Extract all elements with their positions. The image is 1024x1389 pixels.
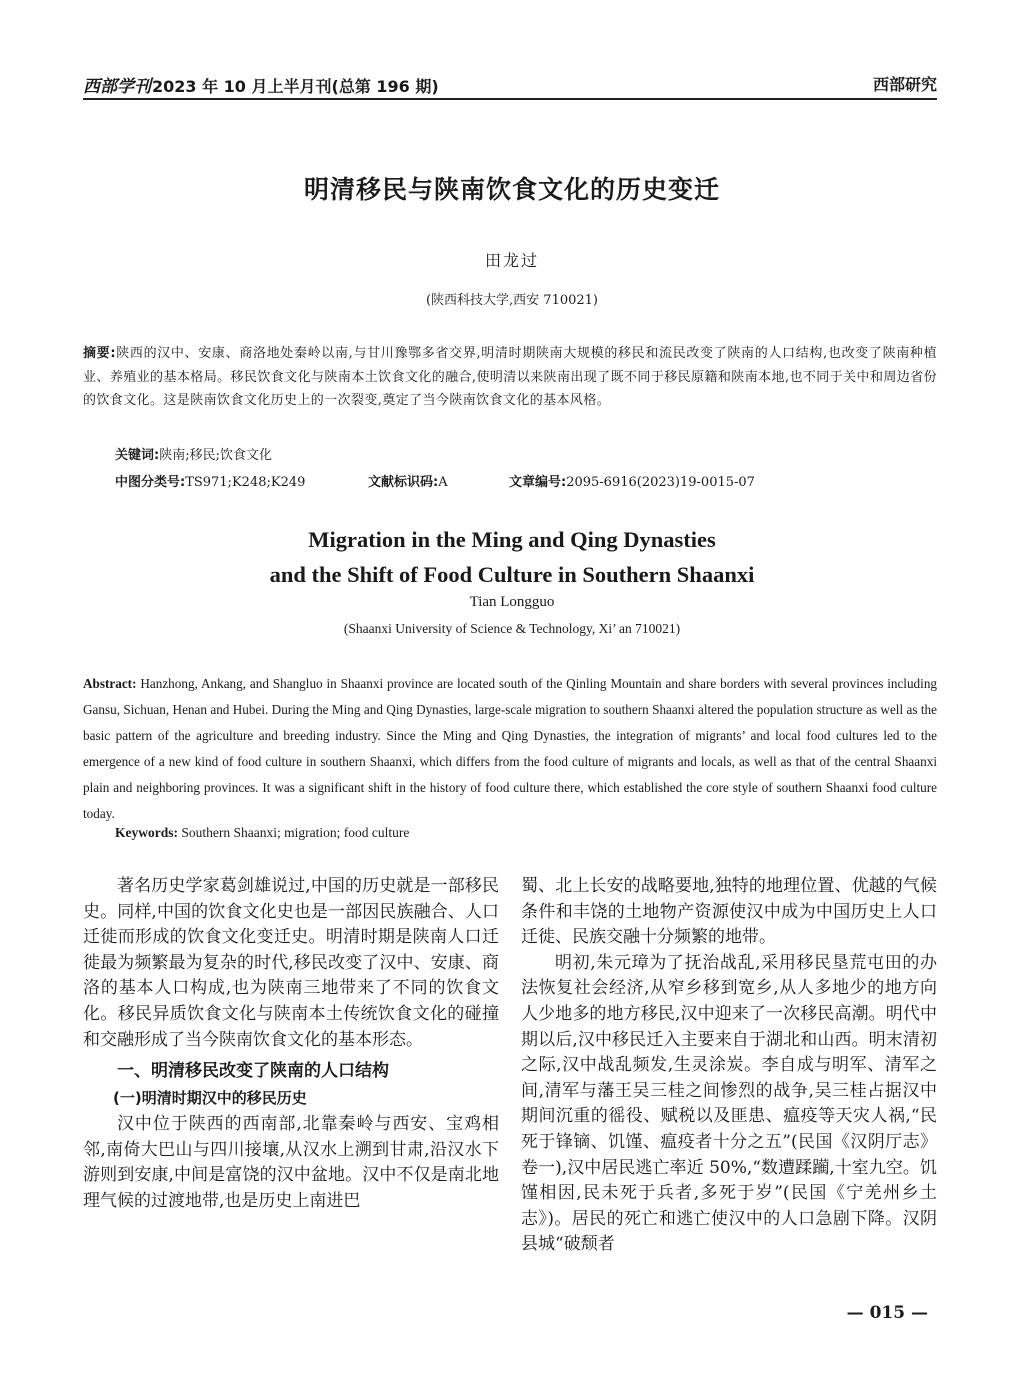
- abstract-en: [83, 671, 937, 827]
- abstract-cn: [83, 342, 937, 413]
- title-en-line1: Migration in the Ming and Qing Dynasties: [308, 527, 716, 552]
- article-metadata: [115, 471, 915, 489]
- affiliation-en: (Shaanxi University of Science & Technology, Xi’ an 710021): [343, 621, 681, 636]
- article-number-label: 文章编号:: [509, 475, 567, 490]
- journal-logo: 西部学刊: [83, 77, 151, 97]
- running-header: [83, 66, 937, 100]
- keywords-cn-text: 陕南;移民;饮食文化: [159, 448, 272, 463]
- article-number-value: 2095-6916(2023)19-0015-07: [566, 475, 755, 490]
- author-cn: 田龙过: [484, 251, 539, 270]
- section-heading: 一、明清移民改变了陕南的人口结构: [117, 1061, 389, 1082]
- body-paragraph: 明初,朱元璋为了抚治战乱,采用移民垦荒屯田的办法恢复社会经济,从窄乡移到宽乡,从人多地少的地方向人少地多的地方移民,汉中迎来了一次移民高潮。明代中期以后,汉中移民迁入主要来自于湖北和山西。明末清初之际,汉中战乱频发,生灵涂炭。李自成与明军、清军之间,清军与藩王吴三桂之间惨烈的战争,吴三桂占据汉中期间沉重的徭役、赋税以及匪患、瘟疫等天灾人祸,“民死于锋镝、饥馑、瘟疫者十分之五”(民国《汉阴厅志》卷一),汉中居民逃亡率近 50%,“数遭蹂躏,十室九空。饥馑相因,民未死于兵者,多死于岁”(民国《宁羌州乡土志》)。居民的死亡和逃亡使汉中的人口急剧下降。汉阴县城“破颓者: [521, 952, 937, 1255]
- body-column-left: [83, 874, 499, 1215]
- issue-info: 2023 年 10 月上半月刊(总第 196 期): [152, 77, 439, 96]
- body-paragraph: 蜀、北上长安的战略要地,独特的地理位置、优越的气候条件和丰饶的土地物产资源使汉中成为中国历史上人口迁徙、民族交融十分频繁的地带。: [521, 876, 937, 948]
- clc-label: 中图分类号:: [115, 475, 186, 490]
- document-code-value: A: [438, 475, 448, 490]
- author-en: Tian Longguo: [469, 594, 555, 610]
- article-title-cn: 明清移民与陕南饮食文化的历史变迁: [303, 175, 720, 204]
- body-paragraph: 著名历史学家葛剑雄说过,中国的历史就是一部移民史。同样,中国的饮食文化史也是一部因民族融合、人口迁徙而形成的饮食文化变迁史。明清时期是陕南人口迁徙最为频繁最为复杂的时代,移民改变了汉中、安康、商洛的基本人口构成,也为陕南三地带来了不同的饮食文化。移民异质饮食文化与陕南本土传统饮食文化的碰撞和交融形成了当今陕南饮食文化的基本形态。: [83, 876, 499, 1050]
- body-column-right: [521, 874, 937, 1258]
- affiliation-cn: (陕西科技大学,西安 710021): [425, 293, 599, 308]
- keywords-en-label: Keywords:: [115, 825, 178, 840]
- keywords-en-text: Southern Shaanxi; migration; food culture: [181, 825, 410, 840]
- document-code: [368, 471, 448, 490]
- abstract-cn-label: 摘要:: [83, 346, 116, 361]
- title-en-line2: and the Shift of Food Culture in Southern Shaanxi: [269, 562, 755, 587]
- abstract-en-text: Hanzhong, Ankang, and Shangluo in Shaanxi province are located south of the Qinling Mountain and share borders with several provinces including Gansu, Sichuan, Henan and Hubei. During the Ming and Qing Dynasties, large-scale migration to southern Shaanxi altered the population structure as well as the basic pattern of the agriculture and breeding industry. Since the Ming and Qing Dynasties, the integration of migrants’ and local food cultures led to the emergence of a new kind of food culture in southern Shaanxi, which differs from the food culture of migrants and locals, as well as that of the central Shaanxi plain and neighboring provinces. It was a significant shift in the history of food culture there, which established the core style of southern Shaanxi food culture today.: [83, 676, 938, 821]
- clc-value: TS971;K248;K249: [185, 475, 306, 490]
- section-name: 西部研究: [872, 75, 937, 94]
- journal-issue-line: [83, 72, 439, 97]
- keywords-cn: [115, 444, 272, 463]
- header-rule: [83, 98, 937, 100]
- abstract-cn-text: 陕西的汉中、安康、商洛地处秦岭以南,与甘川豫鄂多省交界,明清时期陕南大规模的移民和流民改变了陕南的人口结构,也改变了陕南种植业、养殖业的基本格局。移民饮食文化与陕南本土饮食文化的融合,使明清以来陕南出现了既不同于移民原籍和陕南本地,也不同于关中和周边省份的饮食文化。这是陕南饮食文化历史上的一次裂变,奠定了当今陕南饮食文化的基本风格。: [83, 346, 937, 408]
- page-number: — 015 —: [846, 1303, 928, 1323]
- document-code-label: 文献标识码:: [368, 475, 439, 490]
- keywords-cn-label: 关键词:: [115, 448, 160, 463]
- subsection-heading: (一)明清时期汉中的移民历史: [113, 1089, 307, 1108]
- body-paragraph: 汉中位于陕西的西南部,北靠秦岭与西安、宝鸡相邻,南倚大巴山与四川接壤,从汉水上溯到甘肃,沿汉水下游则到安康,中间是富饶的汉中盆地。汉中不仅是南北地理气候的过渡地带,也是历史上南进巴: [83, 1114, 499, 1211]
- article-title-en: [0, 522, 1024, 592]
- abstract-en-label: Abstract:: [83, 676, 137, 691]
- keywords-en: [115, 825, 409, 841]
- article-number: [509, 471, 755, 490]
- clc-number: [115, 471, 305, 490]
